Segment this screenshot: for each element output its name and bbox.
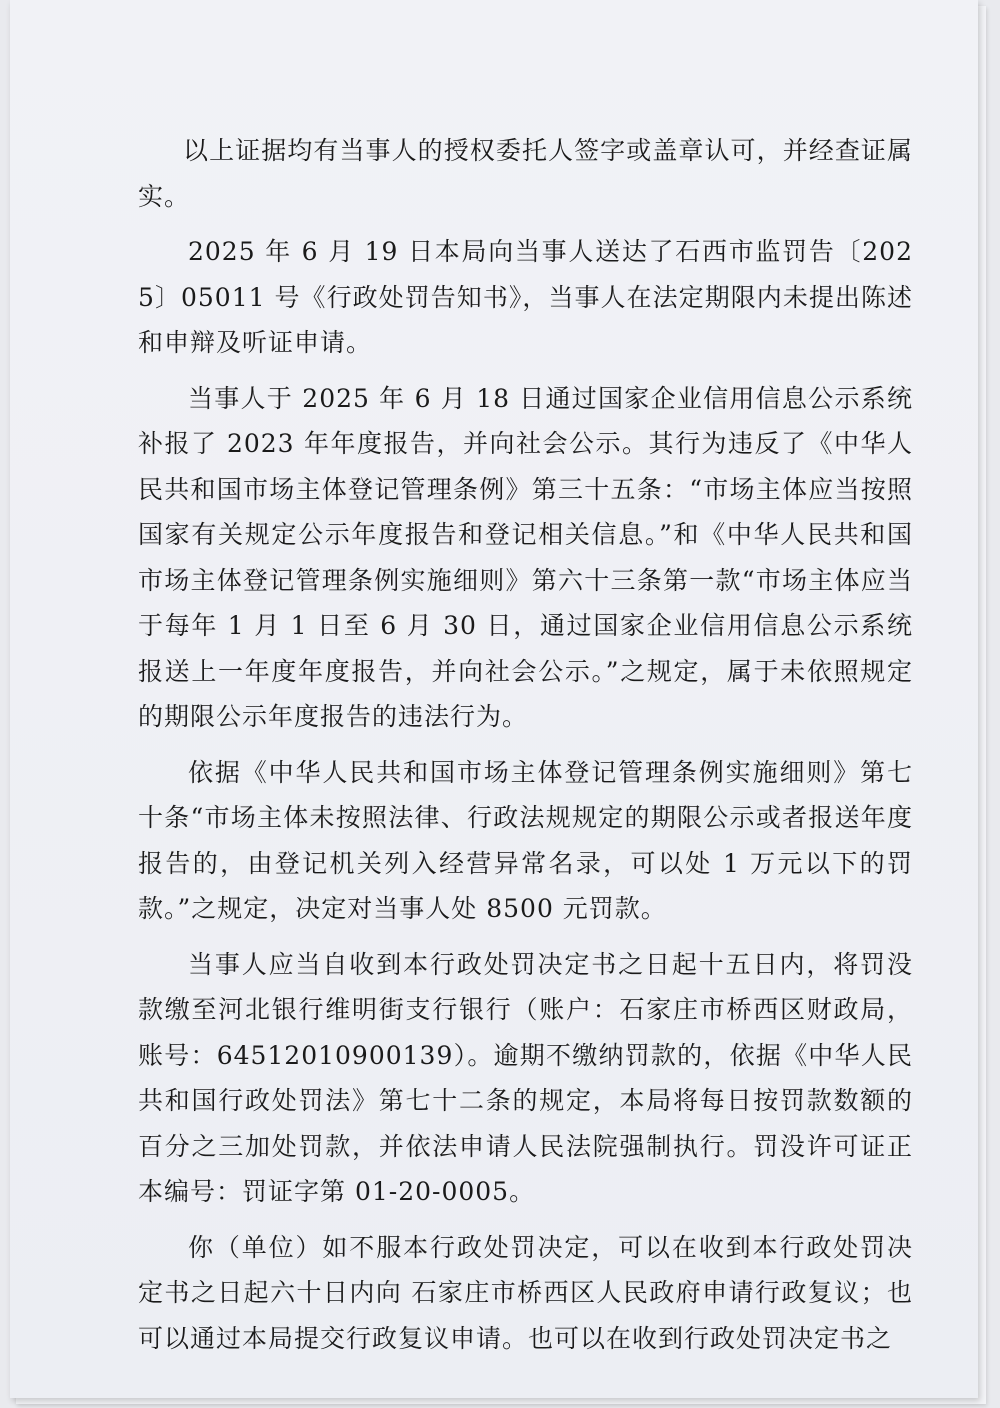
paragraph-review-rights: 你（单位）如不服本行政处罚决定，可以在收到本行政处罚决定书之日起六十日内向 石家庄市桥西区人民政府申请行政复议；也可以通过本局提交行政复议申请。也可以在收到行政处罚决定书之 [138,1232,913,1353]
document-body [138,128,913,1371]
paragraph-notice-served: 2025 年 6 月 19 日本局向当事人送达了石西市监罚告〔2025〕05011 号《行政处罚告知书》，当事人在法定期限内未提出陈述和申辩及听证申请。 [138,237,913,357]
paragraph-evidence: 以上证据均有当事人的授权委托人签字或盖章认可，并经查证属实。 [138,136,913,211]
paragraph-penalty-basis: 依据《中华人民共和国市场主体登记管理条例实施细则》第七十条“市场主体未按照法律、行政法规规定的期限公示或者报送年度报告的，由登记机关列入经营异常名录，可以处 1 万元以下的罚款。”之规定，决定对当事人处 8500 元罚款。 [138,757,913,923]
paragraph-payment: 当事人应当自收到本行政处罚决定书之日起十五日内，将罚没款缴至河北银行维明街支行银行（账户：石家庄市桥西区财政局，账号：64512010900139）。逾期不缴纳罚款的，依据《中华人民共和国行政处罚法》第七十二条的规定，本局将每日按罚款数额的百分之三加处罚款，并依法申请人民法院强制执行。罚没许可证正本编号：罚证字第 01-20-0005。 [138,949,913,1206]
paragraph-violation: 当事人于 2025 年 6 月 18 日通过国家企业信用信息公示系统补报了 2023 年年度报告，并向社会公示。其行为违反了《中华人民共和国市场主体登记管理条例》第三十五条：“市场主体应当按照国家有关规定公示年度报告和登记相关信息。”和《中华人民共和国市场主体登记管理条例实施细则》第六十三条第一款“市场主体应当于每年 1 月 1 日至 6 月 30 日，通过国家企业信用信息公示系统报送上一年度年度报告，并向社会公示。”之规定，属于未依照规定的期限公示年度报告的违法行为。 [138,383,913,731]
document-page [10,0,978,1398]
